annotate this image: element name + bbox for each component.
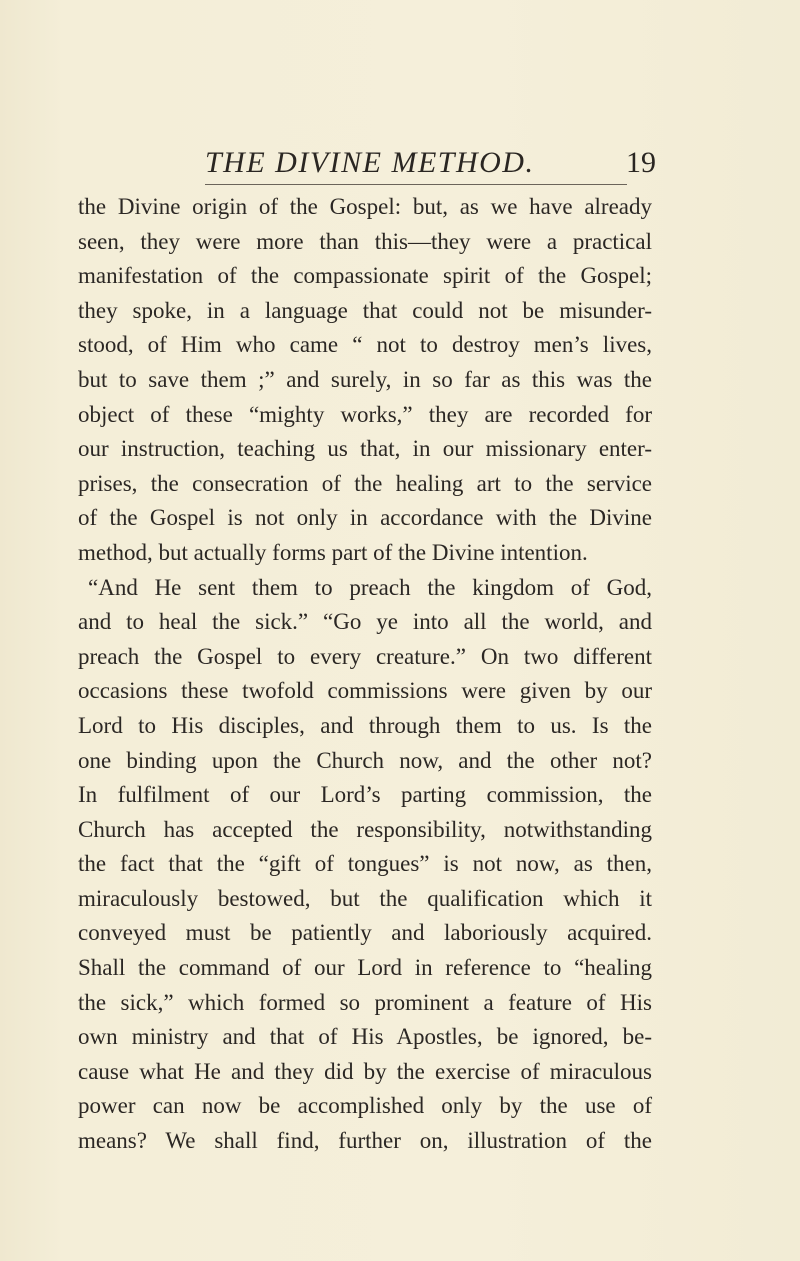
- text-line: one binding upon the Church now, and the other not?: [78, 747, 652, 773]
- text-line: of the Gospel is not only in accordance with the Divine: [78, 505, 652, 531]
- text-line: Shall the command of our Lord in reference to “healing: [78, 955, 652, 981]
- text-line: conveyed must be patiently and laboriously acquired.: [78, 920, 652, 946]
- text-line: Lord to His disciples, and through them to us. Is the: [78, 712, 652, 738]
- text-line: but to save them ;” and surely, in so far as this was the: [78, 366, 652, 392]
- text-line: miraculously bestowed, but the qualification which it: [78, 885, 652, 911]
- text-line: the fact that the “gift of tongues” is not now, as then,: [78, 851, 652, 877]
- text-line: prises, the consecration of the healing art to the service: [78, 470, 652, 496]
- text-line: and to heal the sick.” “Go ye into all the world, and: [78, 609, 652, 635]
- text-line: manifestation of the compassionate spirit of the Gospel;: [78, 263, 652, 289]
- body-text: [78, 190, 652, 1159]
- text-line: the Divine origin of the Gospel: but, as we have already: [78, 194, 652, 219]
- text-line: object of these “mighty works,” they are recorded for: [78, 401, 652, 427]
- text-line: occasions these twofold commissions were given by our: [78, 678, 652, 704]
- text-line: “And He sent them to preach the kingdom of God,: [88, 574, 652, 600]
- page-number: 19: [626, 146, 656, 179]
- text-line: power can now be accomplished only by the use of: [78, 1093, 652, 1119]
- text-line: own ministry and that of His Apostles, be ignored, be-: [78, 1024, 652, 1050]
- text-line: Church has accepted the responsibility, notwithstanding: [78, 816, 652, 842]
- text-line: cause what He and they did by the exercise of miraculous: [78, 1058, 652, 1084]
- text-line: preach the Gospel to every creature.” On two different: [78, 643, 652, 669]
- text-line: stood, of Him who came “ not to destroy men’s lives,: [78, 332, 652, 358]
- text-line: In fulfilment of our Lord’s parting commission, the: [78, 782, 652, 808]
- text-line: they spoke, in a language that could not be misunder-: [78, 297, 652, 323]
- page-header: [0, 146, 800, 186]
- header-rule: [205, 184, 627, 185]
- text-line: seen, they were more than this—they were a practical: [78, 228, 652, 254]
- running-title: THE DIVINE METHOD.: [205, 146, 535, 179]
- text-line: our instruction, teaching us that, in our missionary enter-: [78, 436, 652, 462]
- text-line: means? We shall find, further on, illustration of the: [78, 1128, 652, 1154]
- text-line: the sick,” which formed so prominent a feature of His: [78, 989, 652, 1015]
- text-line: method, but actually forms part of the Divine intention.: [78, 539, 588, 565]
